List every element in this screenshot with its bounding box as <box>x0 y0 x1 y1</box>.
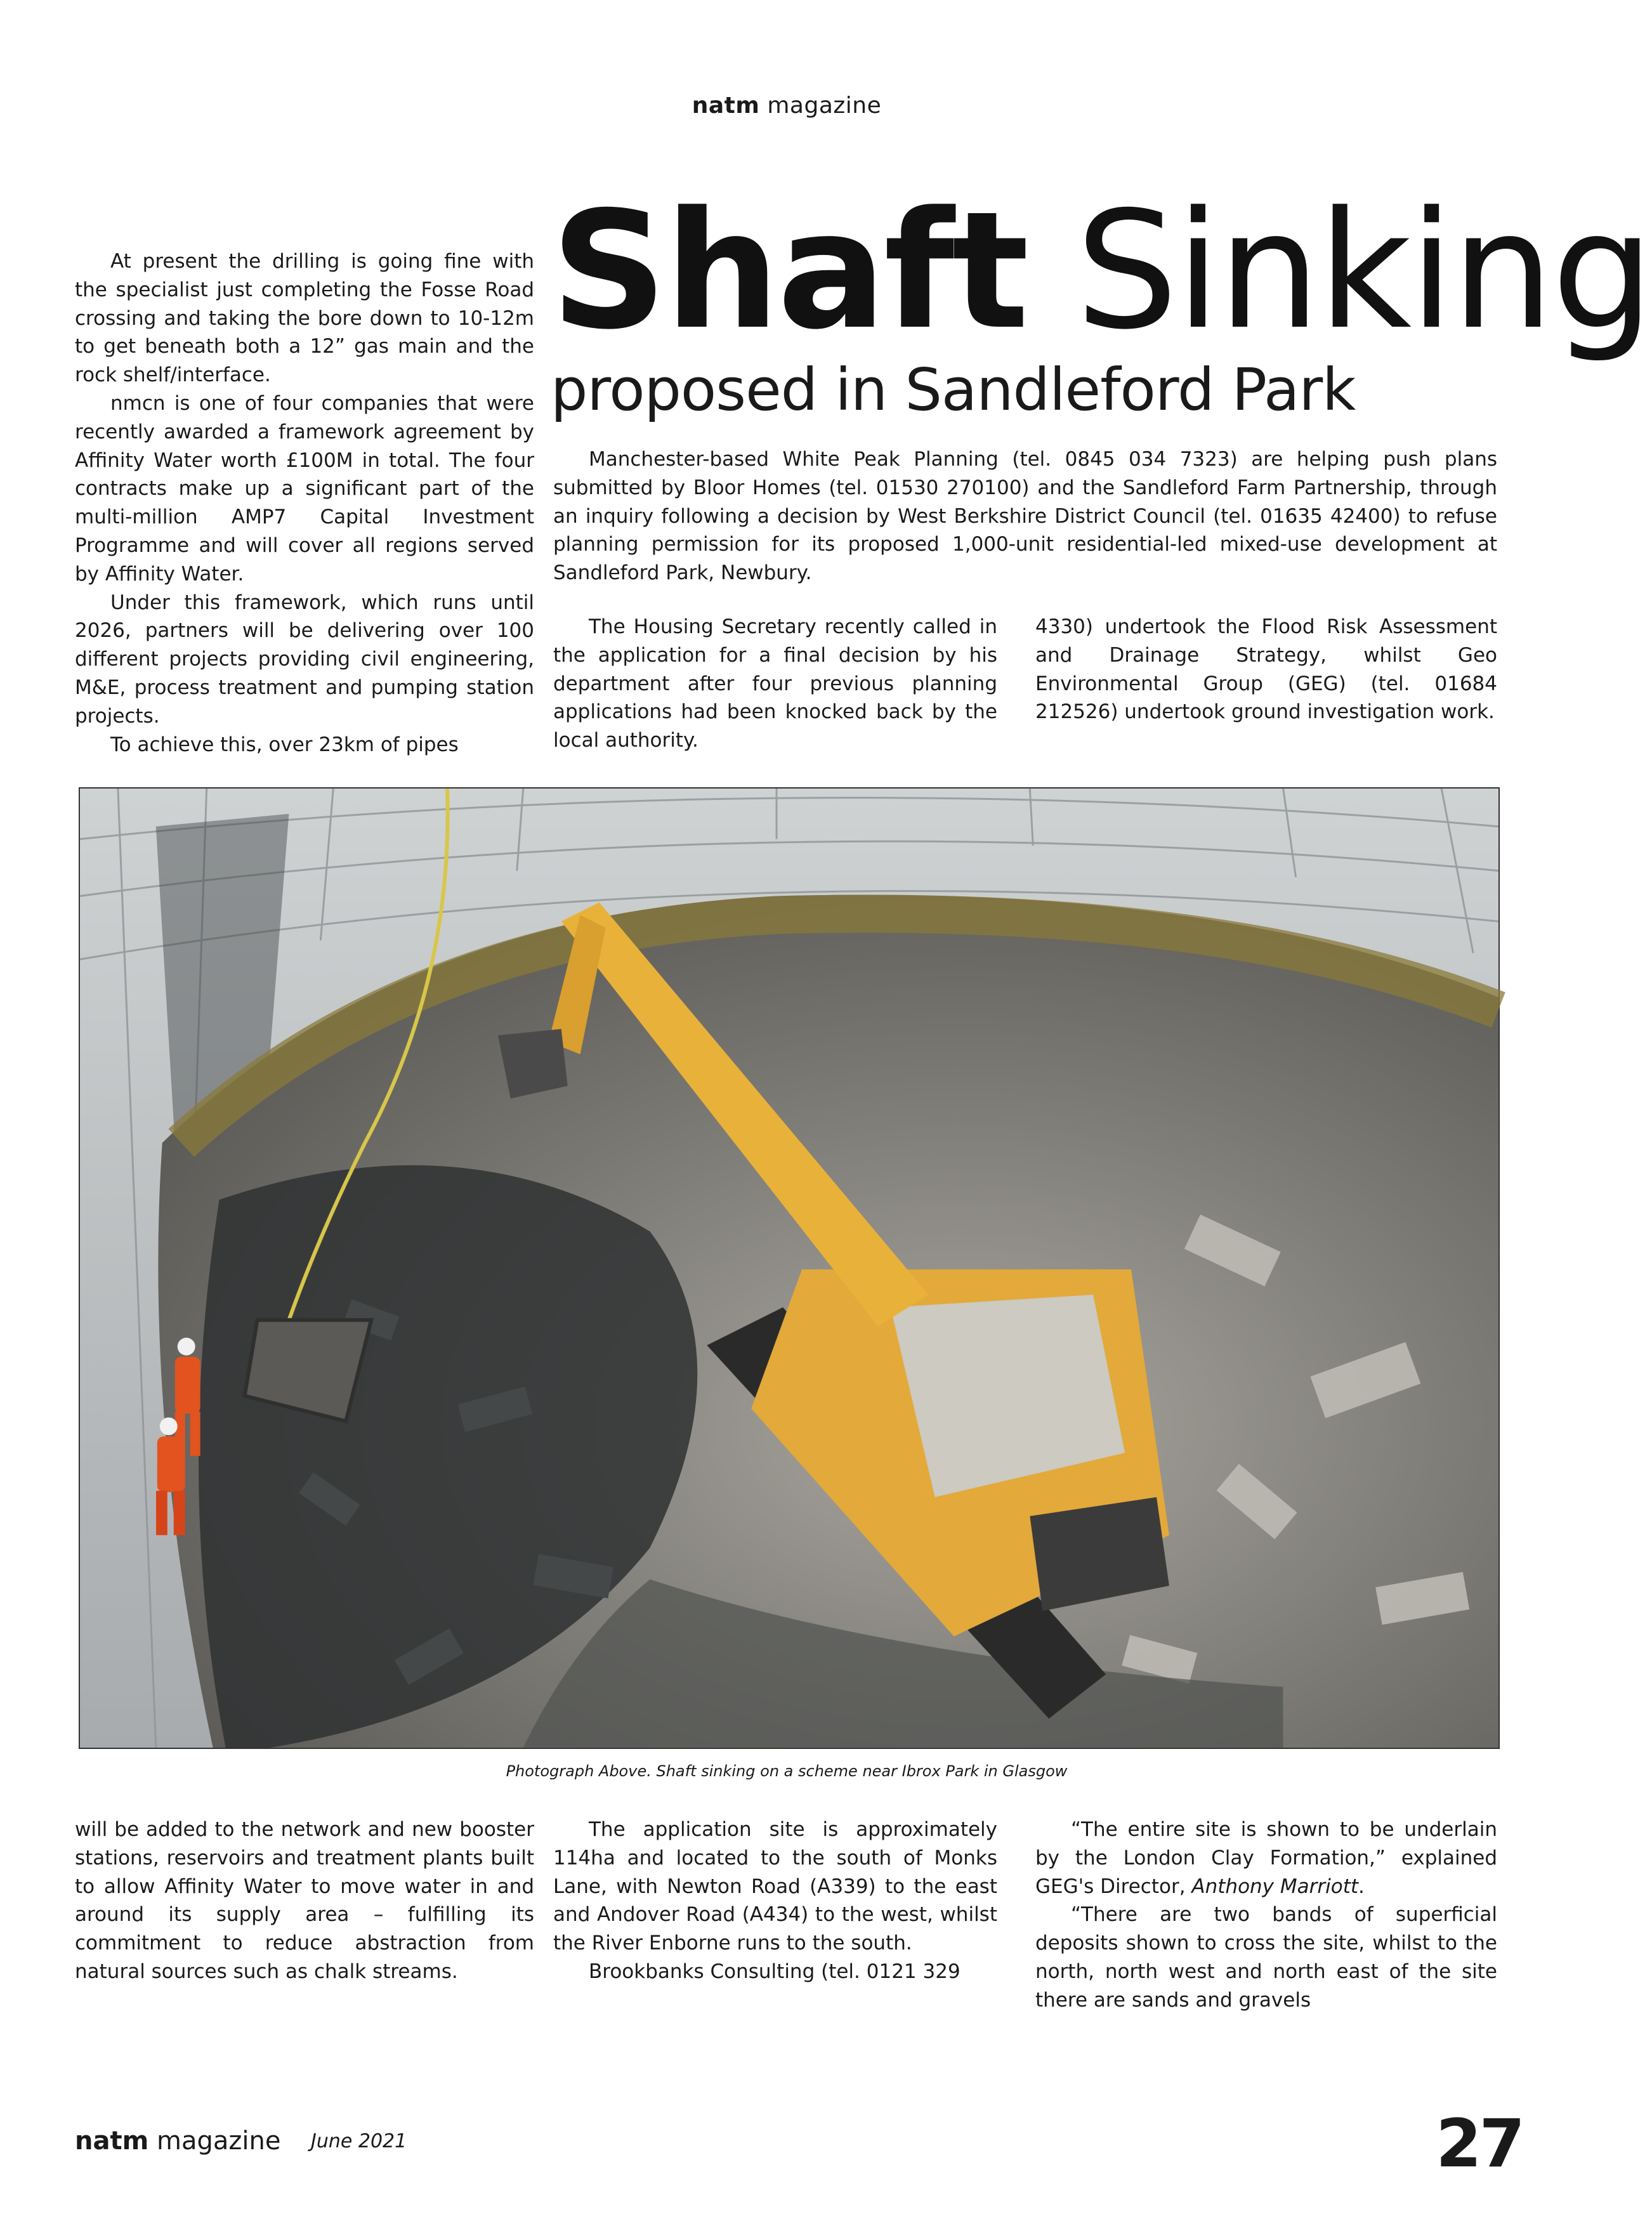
page-number: 27 <box>1436 2105 1523 2182</box>
footer-date: June 2021 <box>311 2130 407 2152</box>
quote-text: “The entire site is shown to be underlain by the London Clay Formation,” explained GEG's Director, <box>1035 1818 1497 1898</box>
paragraph: nmcn is one of four companies that were recently awarded a framework agreement by Affinity Water worth £100M in total. The four contracts make up a significant part of the multi-million AMP7 Capital Investment Programme and will cover all regions served by Affinity Water. <box>75 391 534 586</box>
quoted-person-name: Anthony Marriott <box>1191 1875 1358 1898</box>
left-column-top <box>75 247 534 759</box>
headline-word-bold: Shaft <box>551 177 1027 365</box>
masthead <box>0 93 1573 119</box>
footer-brand-bold: natm <box>75 2126 149 2156</box>
shaft-sinking-photo <box>79 787 1500 1749</box>
footer-brand <box>75 2126 280 2156</box>
paragraph: 4330) undertook the Flood Risk Assessment and Drainage Strategy, whilst Geo Environmental Group (GEG) (tel. 01684 212526) undertook ground investigation work. <box>1035 615 1497 724</box>
masthead-brand-bold: natm <box>692 93 760 119</box>
headline-word-light: Sinking <box>1026 177 1652 365</box>
right-column-top <box>1035 613 1497 726</box>
paragraph <box>1035 1816 1497 1901</box>
paragraph: Brookbanks Consulting (tel. 0121 329 <box>589 1960 960 1983</box>
paragraph: The application site is approximately 114ha and located to the south of Monks Lane, with Newton Road (A339) to the east and Andover Road (A434) to the west, whilst the River Enborne runs to the south. <box>553 1818 997 1955</box>
excavator-in-shaft-image <box>80 789 1498 1748</box>
masthead-brand-rest: magazine <box>759 93 882 119</box>
headline-title <box>551 177 1652 365</box>
middle-column-bottom <box>553 1816 997 1986</box>
left-column-bottom <box>75 1816 534 1986</box>
intro-paragraph-block <box>553 445 1497 587</box>
paragraph: At present the drilling is going fine with the specialist just completing the Fosse Road crossing and taking the bore down to 10-12m to get beneath both a 12” gas main and the rock shelf/interface. <box>75 250 534 387</box>
right-column-bottom <box>1035 1816 1497 2015</box>
article-headline <box>551 177 1652 424</box>
quote-end: . <box>1358 1875 1365 1898</box>
intro-paragraph: Manchester-based White Peak Planning (tel. 0845 034 7323) are helping push plans submitted by Bloor Homes (tel. 01530 270100) and the Sandleford Farm Partnership, through an inquiry following a decision by West Berkshire District Council (tel. 01635 42400) to refuse planning permission for its proposed 1,000-unit residential-led mixed-use development at Sandleford Park, Newbury. <box>553 448 1497 585</box>
paragraph: “There are two bands of superficial deposits shown to cross the site, whilst to the north, north west and north east of the site there are sands and gravels <box>1035 1903 1497 2012</box>
middle-column-top <box>553 613 997 755</box>
paragraph: will be added to the network and new booster stations, reservoirs and treatment plants built to allow Affinity Water to move water in and around its supply area – fulfilling its commitment to reduce abstraction from natural sources such as chalk streams. <box>75 1818 534 1983</box>
paragraph: Under this framework, which runs until 2026, partners will be delivering over 100 different projects providing civil engineering, M&E, process treatment and pumping station projects. <box>75 591 534 728</box>
photo-caption: Photograph Above. Shaft sinking on a scheme near Ibrox Park in Glasgow <box>506 1762 1068 1780</box>
footer-brand-rest: magazine <box>148 2126 281 2156</box>
paragraph: The Housing Secretary recently called in the application for a final decision by his department after four previous planning applications had been knocked back by the local authority. <box>553 615 997 752</box>
headline-subtitle: proposed in Sandleford Park <box>551 356 1356 424</box>
paragraph: To achieve this, over 23km of pipes <box>110 733 459 756</box>
